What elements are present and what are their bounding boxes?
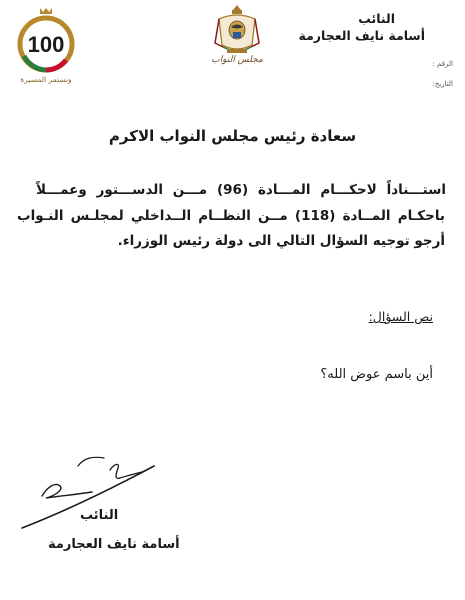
- signature-title: النائب: [80, 508, 119, 523]
- signature-name: أسامة نايف العجارمة: [48, 537, 180, 552]
- reference-label: الرقم :: [432, 60, 453, 68]
- paragraph-line-2: باحكـام المــادة (118) مــن النظــام الــداخلي لمجلـس النـواب: [17, 208, 445, 224]
- letter-salutation: سعادة رئيس مجلس النواب الاكرم: [108, 127, 357, 145]
- logo-number: 100: [27, 32, 65, 57]
- header-title: النائب: [358, 11, 395, 26]
- paragraph-line-3: أرجو توجيه السؤال التالي الى دولة رئيس الوزراء.: [117, 233, 445, 249]
- emblem-caption: مجلس النواب: [211, 55, 263, 65]
- date-label: التاريخ:: [432, 80, 453, 88]
- header-member-name: أسامة نايف العجارمة: [298, 28, 425, 43]
- question-text: أين باسم عوض الله؟: [320, 367, 433, 382]
- paragraph-line-1: استـــناداً لاحكـــام المـــادة (96) مـــن الدســـتور وعمـــلاً: [36, 182, 446, 198]
- logo-tagline: ونستمر المسيرة: [20, 75, 72, 84]
- coat-of-arms-emblem-icon: [213, 3, 261, 61]
- centennial-logo: [12, 2, 80, 84]
- question-label: نص السؤال:: [368, 309, 433, 324]
